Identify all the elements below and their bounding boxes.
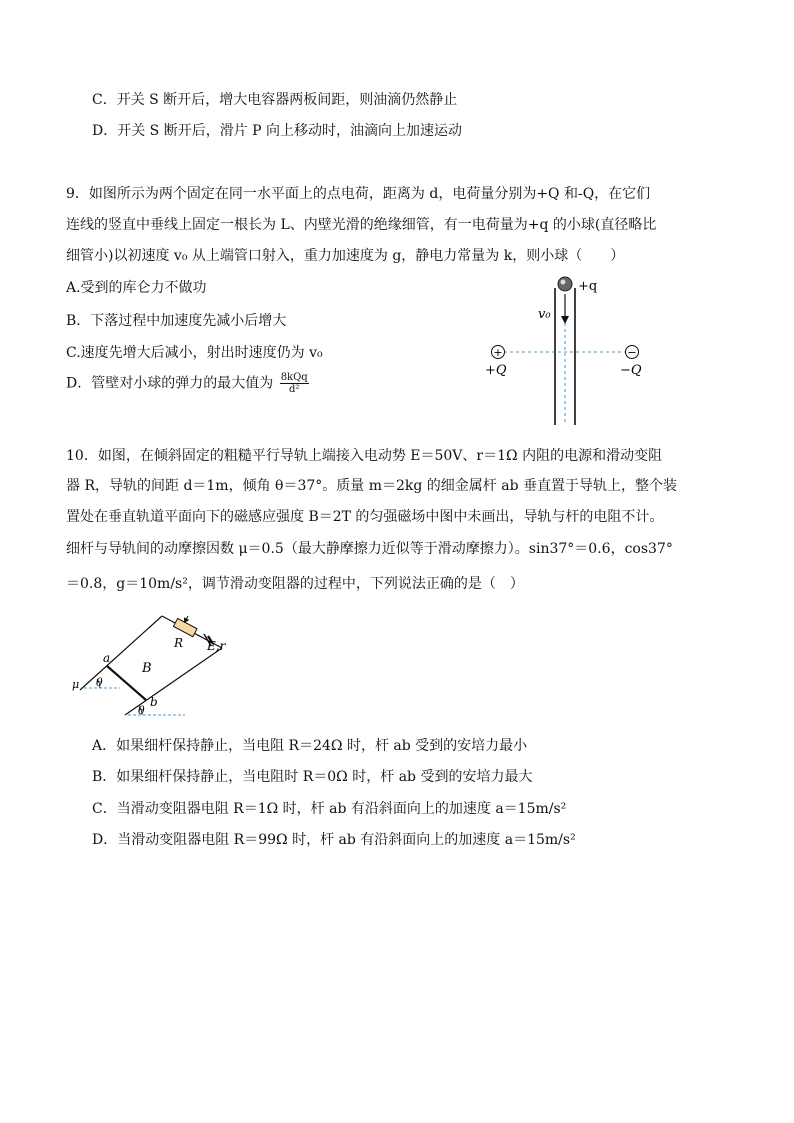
q9-option-a: A.受到的库仑力不做功	[66, 280, 207, 296]
q10-option-c: C．当滑动变阻器电阻 R＝1Ω 时，杆 ab 有沿斜面向上的加速度 a＝15m/s²	[92, 801, 567, 817]
label-minus-Q: −Q	[620, 363, 642, 378]
label-plus-q: +q	[578, 279, 598, 294]
q9-option-d-text: D．管壁对小球的弹力的最大值为	[66, 375, 274, 392]
q10-option-d: D．当滑动变阻器电阻 R＝99Ω 时，杆 ab 有沿斜面向上的加速度 a＝15m/s²	[92, 832, 576, 848]
label-Er: E,r	[207, 639, 226, 653]
fraction-numerator: 8kQq	[280, 372, 308, 383]
q8-option-d: D．开关 S 断开后，滑片 P 向上移动时，油滴向上加速运动	[92, 123, 463, 139]
fraction-denominator: d²	[288, 384, 300, 395]
label-plus-Q: +Q	[485, 363, 507, 378]
plus-sign: +	[493, 346, 503, 359]
label-B: B	[142, 661, 152, 676]
q9-option-d-fraction	[280, 372, 309, 395]
label-R: R	[174, 636, 184, 650]
q10-stem-line2: 器 R，导轨的间距 d＝1m，倾角 θ＝37°。质量 m＝2kg 的细金属杆 ab 垂直置于导轨上，整个装	[66, 478, 678, 494]
q10-stem-line3: 置处在垂直轨道平面向下的磁感应强度 B＝2T 的匀强磁场中图中未画出，导轨与杆的电阻不计。	[66, 509, 664, 525]
label-theta-1: θ	[96, 676, 103, 689]
q9-option-b: B．下落过程中加速度先减小后增大	[66, 313, 287, 329]
q10-stem-line1: 10．如图，在倾斜固定的粗糙平行导轨上端接入电动势 E＝50V、r＝1Ω 内阻的电源和滑动变阻	[66, 448, 663, 464]
rod-ab	[107, 666, 146, 700]
q8-option-c: C．开关 S 断开后，增大电容器两板间距，则油滴仍然静止	[92, 92, 458, 108]
q10-option-a: A．如果细杆保持静止，当电阻 R＝24Ω 时，杆 ab 受到的安培力最小	[92, 738, 528, 754]
label-b: b	[150, 695, 158, 709]
label-v0: v₀	[538, 307, 551, 322]
label-a: a	[103, 651, 111, 665]
q9-figure	[470, 270, 670, 430]
q9-option-c: C.速度先增大后减小，射出时速度仍为 v₀	[66, 345, 323, 361]
q9-stem-line2: 连线的竖直中垂线上固定一根长为 L、内壁光滑的绝缘细管，有一电荷量为+q 的小球(直径略比	[66, 217, 657, 233]
label-mu: μ	[72, 678, 80, 691]
q10-stem-line5: ＝0.8，g＝10m/s²，调节滑动变阻器的过程中，下列说法正确的是（ ）	[66, 576, 524, 592]
ball	[558, 277, 572, 291]
q9-stem-line1: 9．如图所示为两个固定在同一水平面上的点电荷，距离为 d，电荷量分别为+Q 和-Q，在它们	[66, 186, 651, 202]
q10-stem-line4: 细杆与导轨间的动摩擦因数 μ＝0.5（最大静摩擦力近似等于滑动摩擦力）。sin37°＝0.6，cos37°	[66, 541, 673, 557]
rheostat-r	[173, 612, 200, 636]
q9-option-d	[66, 372, 309, 395]
minus-sign: −	[627, 346, 637, 359]
label-theta-2: θ	[138, 704, 145, 717]
q10-option-b: B．如果细杆保持静止，当电阻时 R＝0Ω 时，杆 ab 受到的安培力最大	[92, 769, 533, 785]
q9-stem-line3: 细管小)以初速度 v₀ 从上端管口射入，重力加速度为 g，静电力常量为 k，则小球（ ）	[66, 248, 625, 264]
q10-figure	[70, 612, 260, 724]
